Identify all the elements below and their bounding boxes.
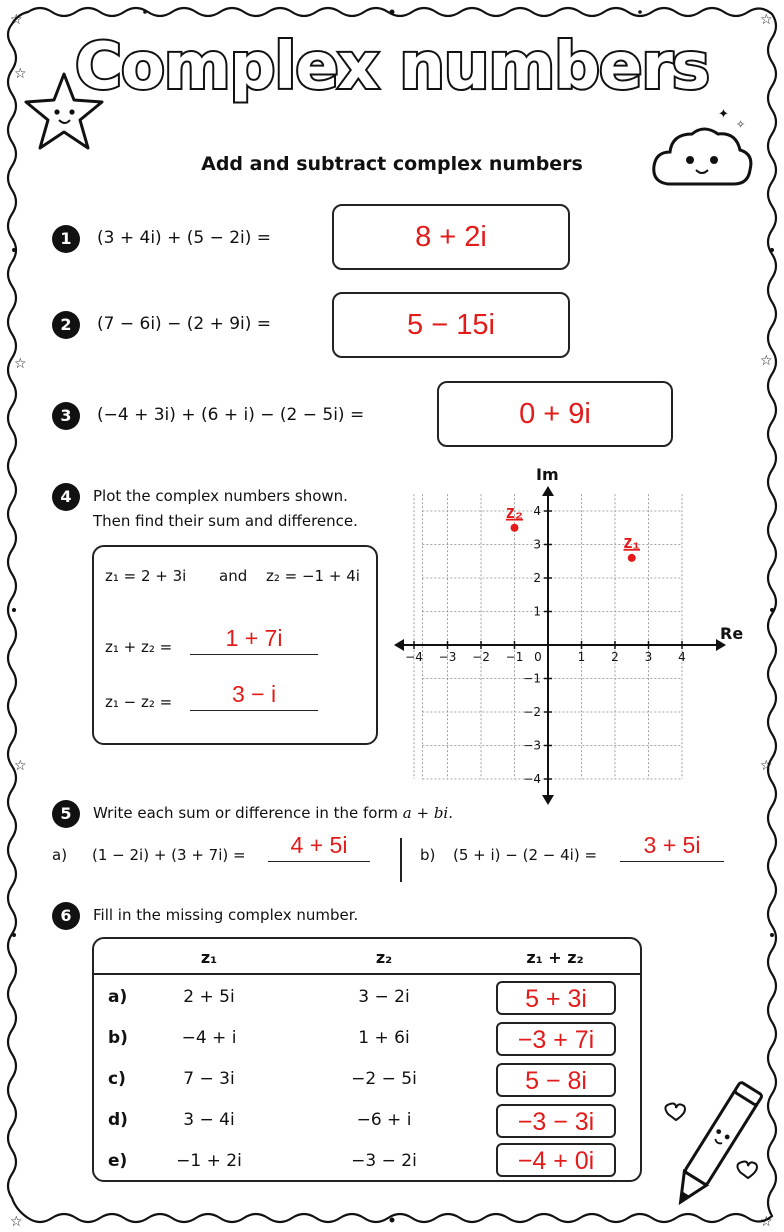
y-tick-label: −4 xyxy=(523,772,541,786)
problem-5b-answer[interactable]: 3 + 5i xyxy=(620,832,724,862)
plot-point-label: z₁ xyxy=(623,531,640,552)
problem-5-instruction-wrap xyxy=(93,804,453,822)
row-a-z1: 2 + 5i xyxy=(183,987,235,1007)
given-z1: z₁ = 2 + 3i xyxy=(105,567,187,585)
row-c-z1: 7 − 3i xyxy=(183,1069,235,1089)
row-d-label: d) xyxy=(108,1110,128,1130)
problem-5a-label: a) xyxy=(52,846,68,864)
given-and: and xyxy=(219,567,248,585)
problem-1-number: 1 xyxy=(52,225,80,253)
row-c-label: c) xyxy=(108,1069,126,1089)
row-e-z2: −3 − 2i xyxy=(351,1151,417,1171)
problem-2-expression: (7 − 6i) − (2 + 9i) = xyxy=(97,314,272,334)
y-tick-label: 2 xyxy=(533,571,541,585)
problem-6-instruction: Fill in the missing complex number. xyxy=(93,906,359,924)
x-tick-label: −2 xyxy=(472,650,490,664)
imaginary-axis-label: Im xyxy=(536,465,559,484)
problem-5a-expression: (1 − 2i) + (3 + 7i) = xyxy=(92,846,246,864)
row-b-z2: 1 + 6i xyxy=(358,1028,410,1048)
problem-3-expression: (−4 + 3i) + (6 + i) − (2 − 5i) = xyxy=(97,405,365,425)
svg-text:☆: ☆ xyxy=(10,12,23,28)
table-header-sum: z₁ + z₂ xyxy=(526,948,584,967)
problem-4-instruction-line1: Plot the complex numbers shown. xyxy=(93,487,348,505)
real-axis-label: Re xyxy=(720,624,744,643)
real-axis-arrow-left xyxy=(394,639,404,651)
svg-text:✦: ✦ xyxy=(718,107,729,122)
problem-6-table xyxy=(92,937,642,1182)
svg-text:☆: ☆ xyxy=(760,758,773,774)
problem-5-form: a + bi. xyxy=(402,804,453,822)
x-tick-label: −3 xyxy=(438,650,457,664)
x-tick-label: −4 xyxy=(405,650,423,664)
x-tick-label: 1 xyxy=(577,650,586,664)
problem-2-number: 2 xyxy=(52,311,80,339)
row-c-sum-box[interactable]: 5 − 8i xyxy=(496,1063,616,1097)
x-tick-label: 2 xyxy=(611,650,619,664)
svg-text:☆: ☆ xyxy=(760,353,773,369)
diff-answer[interactable]: 3 − i xyxy=(190,681,318,711)
row-e-z1: −1 + 2i xyxy=(176,1151,242,1171)
divider xyxy=(400,838,402,882)
row-b-label: b) xyxy=(108,1028,128,1048)
svg-text:☆: ☆ xyxy=(760,1214,773,1230)
y-tick-label: 3 xyxy=(533,537,541,552)
y-tick-label: −2 xyxy=(523,705,541,719)
problem-5-instruction: Write each sum or difference in the form xyxy=(93,804,398,822)
problem-1-expression: (3 + 4i) + (5 − 2i) = xyxy=(97,228,272,248)
x-tick-label: 4 xyxy=(678,650,686,664)
problem-5b-expression: (5 + i) − (2 − 4i) = xyxy=(453,846,598,864)
row-c-z2: −2 − 5i xyxy=(351,1069,417,1089)
smiling-pencil-icon xyxy=(660,1072,770,1222)
y-tick-label: −1 xyxy=(523,671,541,686)
row-a-z2: 3 − 2i xyxy=(358,987,410,1007)
row-d-sum-box[interactable]: −3 − 3i xyxy=(496,1104,616,1138)
complex-plane-plot xyxy=(390,460,750,805)
problem-4-work-panel xyxy=(92,545,378,745)
sum-label: z₁ + z₂ = xyxy=(105,638,173,656)
y-tick-label: −3 xyxy=(523,738,541,753)
y-tick-label: 4 xyxy=(533,504,541,518)
imaginary-axis-arrow-up xyxy=(542,486,554,496)
plot-point-label: z₂ xyxy=(506,501,523,522)
problem-4-number: 4 xyxy=(52,483,80,511)
diff-label: z₁ − z₂ = xyxy=(105,693,173,711)
problem-3-number: 3 xyxy=(52,402,80,430)
problem-1-answer-box[interactable]: 8 + 2i xyxy=(332,204,570,270)
table-header-z1: z₁ xyxy=(200,948,218,967)
row-d-z1: 3 − 4i xyxy=(183,1110,235,1130)
imaginary-axis-arrow-down xyxy=(542,795,554,805)
row-b-sum-box[interactable]: −3 + 7i xyxy=(496,1022,616,1056)
row-d-z2: −6 + i xyxy=(356,1110,412,1130)
problem-5a-answer[interactable]: 4 + 5i xyxy=(268,832,370,862)
y-tick-label: 1 xyxy=(533,604,541,619)
problem-3-answer-box[interactable]: 0 + 9i xyxy=(437,381,673,447)
svg-text:☆: ☆ xyxy=(14,66,27,82)
problem-2-answer-box[interactable]: 5 − 15i xyxy=(332,292,570,358)
table-header-z2: z₂ xyxy=(375,948,393,967)
problem-4-instruction-line2: Then find their sum and difference. xyxy=(93,512,358,530)
sum-answer[interactable]: 1 + 7i xyxy=(190,625,318,655)
plot-point-z2 xyxy=(511,524,519,532)
plot-point-z1 xyxy=(628,554,636,562)
problem-6-number: 6 xyxy=(52,902,80,930)
page-subtitle: Add and subtract complex numbers xyxy=(201,153,583,175)
svg-text:☆: ☆ xyxy=(14,758,27,774)
row-b-z1: −4 + i xyxy=(181,1028,237,1048)
problem-5-number: 5 xyxy=(52,800,80,828)
given-z2: z₂ = −1 + 4i xyxy=(266,567,360,585)
svg-text:☆: ☆ xyxy=(760,12,773,28)
problem-5b-label: b) xyxy=(420,846,436,864)
svg-text:☆: ☆ xyxy=(10,1214,23,1230)
svg-text:✧: ✧ xyxy=(736,118,746,131)
row-a-label: a) xyxy=(108,987,128,1007)
page-title: Complex numbers xyxy=(74,30,710,104)
x-tick-label: 0 xyxy=(534,650,542,664)
sparkle-icon xyxy=(716,104,756,134)
x-tick-label: −1 xyxy=(505,650,524,664)
svg-text:☆: ☆ xyxy=(14,356,27,372)
table-header-rule xyxy=(94,973,640,975)
row-a-sum-box[interactable]: 5 + 3i xyxy=(496,981,616,1015)
x-tick-label: 3 xyxy=(644,650,653,664)
row-e-sum-box[interactable]: −4 + 0i xyxy=(496,1143,616,1177)
row-e-label: e) xyxy=(108,1151,128,1171)
